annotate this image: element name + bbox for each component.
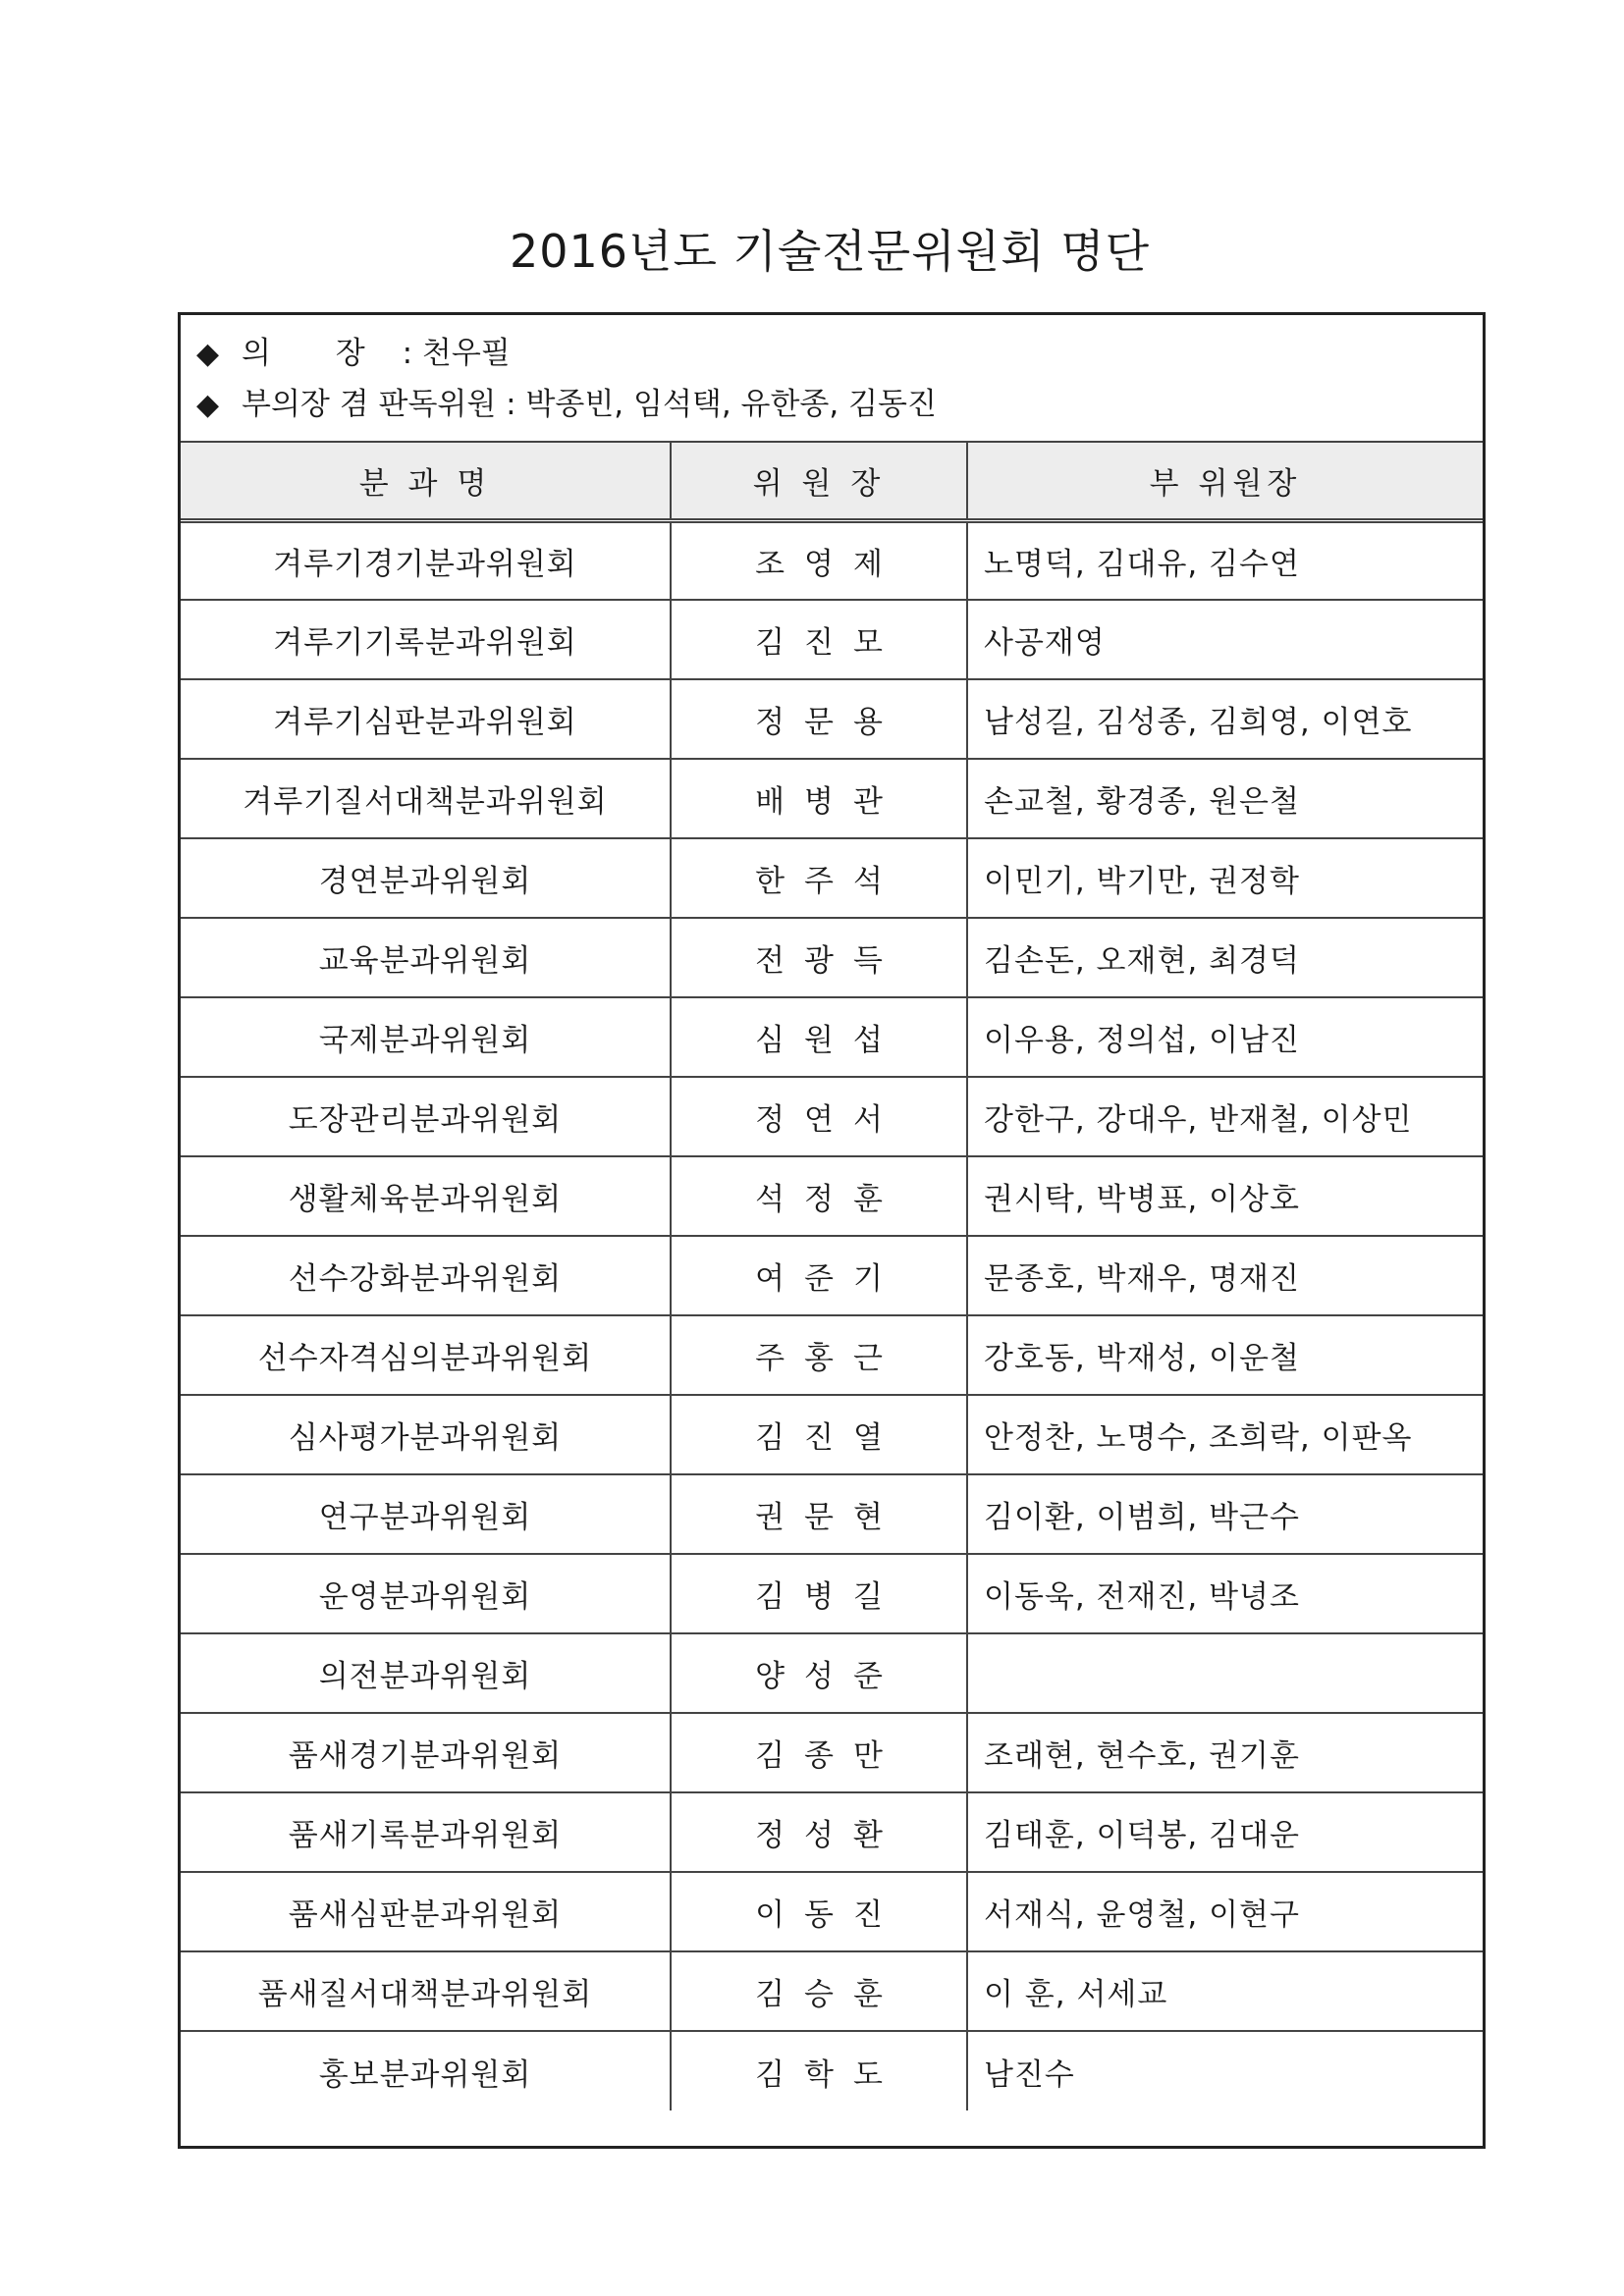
chair-name-cell: 한주석 [671, 838, 967, 918]
chair-name-cell: 주홍근 [671, 1315, 967, 1395]
vice-chair-separator: : [506, 387, 516, 422]
table-row [181, 1236, 1483, 1315]
table-row [181, 1156, 1483, 1236]
vice-chairs-cell: 문종호, 박재우, 명재진 [967, 1236, 1483, 1315]
committee-name: 품새질서대책분과위원회 [181, 1951, 671, 2031]
table-row [181, 2031, 1483, 2110]
table-row [181, 1872, 1483, 1951]
table-row [181, 838, 1483, 918]
vice-chairs-cell: 김태훈, 이덕봉, 김대운 [967, 1792, 1483, 1872]
vice-chairs-cell: 사공재영 [967, 600, 1483, 679]
committee-name: 겨루기질서대책분과위원회 [181, 759, 671, 838]
chair-name-cell: 김진열 [671, 1395, 967, 1474]
document-title: 2016년도 기술전문위원회 명단 [509, 225, 1151, 278]
table-row [181, 1951, 1483, 2031]
chair-name-cell: 정연서 [671, 1077, 967, 1156]
table-row [181, 520, 1483, 600]
vice-chairs-cell: 강한구, 강대우, 반재철, 이상민 [967, 1077, 1483, 1156]
vice-chairs-cell: 노명덕, 김대유, 김수연 [967, 520, 1483, 600]
chair-name-cell: 김학도 [671, 2031, 967, 2110]
committee-name: 품새심판분과위원회 [181, 1872, 671, 1951]
committee-name: 겨루기심판분과위원회 [181, 679, 671, 759]
table-row [181, 600, 1483, 679]
committee-name: 교육분과위원회 [181, 918, 671, 997]
vice-chairs-cell: 손교철, 황경종, 원은철 [967, 759, 1483, 838]
committee-name: 품새기록분과위원회 [181, 1792, 671, 1872]
chair-name-cell: 김병길 [671, 1554, 967, 1633]
chair-line [196, 331, 511, 376]
vice-chairs-cell: 남성길, 김성종, 김희영, 이연호 [967, 679, 1483, 759]
vice-chairs-cell: 강호동, 박재성, 이운철 [967, 1315, 1483, 1395]
chair-name-cell: 심원섭 [671, 997, 967, 1077]
officers-section [181, 315, 1483, 441]
committee-name: 겨루기기록분과위원회 [181, 600, 671, 679]
table-row [181, 1633, 1483, 1713]
committee-table [181, 441, 1483, 2110]
vice-chairs-cell: 김이환, 이범희, 박근수 [967, 1474, 1483, 1554]
chair-label: 의 장 [242, 336, 393, 371]
vice-chairs-cell: 조래현, 현수호, 권기훈 [967, 1713, 1483, 1792]
chair-name-cell: 조영제 [671, 520, 967, 600]
table-row [181, 1474, 1483, 1554]
vice-chairs-cell: 안정찬, 노명수, 조희락, 이판옥 [967, 1395, 1483, 1474]
vice-chairs-cell: 김손돈, 오재현, 최경덕 [967, 918, 1483, 997]
table-row [181, 1315, 1483, 1395]
table-row [181, 1395, 1483, 1474]
committee-name: 선수자격심의분과위원회 [181, 1315, 671, 1395]
header-chair: 위 원 장 [671, 442, 967, 520]
vice-chairs-cell: 서재식, 윤영철, 이현구 [967, 1872, 1483, 1951]
vice-chairs-cell: 이우용, 정의섭, 이남진 [967, 997, 1483, 1077]
vice-chairs-cell: 이 훈, 서세교 [967, 1951, 1483, 2031]
table-row [181, 1554, 1483, 1633]
vice-chairs-cell [967, 1633, 1483, 1713]
chair-name-cell: 석정훈 [671, 1156, 967, 1236]
chair-name-cell: 김진모 [671, 600, 967, 679]
chair-name-cell: 김종만 [671, 1713, 967, 1792]
vice-chair-names: 박종빈, 임석택, 유한종, 김동진 [525, 387, 937, 422]
committee-name: 생활체육분과위원회 [181, 1156, 671, 1236]
header-vice-chair: 부 위원장 [967, 442, 1483, 520]
vice-chairs-cell: 이민기, 박기만, 권정학 [967, 838, 1483, 918]
committee-name: 심사평가분과위원회 [181, 1395, 671, 1474]
chair-separator: : [402, 336, 413, 371]
committee-name: 겨루기경기분과위원회 [181, 520, 671, 600]
roster-frame [178, 312, 1486, 2149]
committee-name: 품새경기분과위원회 [181, 1713, 671, 1792]
committee-name: 홍보분과위원회 [181, 2031, 671, 2110]
chair-name-cell: 정문용 [671, 679, 967, 759]
chair-name-cell: 정성환 [671, 1792, 967, 1872]
chair-name-cell: 김승훈 [671, 1951, 967, 2031]
committee-name: 선수강화분과위원회 [181, 1236, 671, 1315]
vice-chair-label: 부의장 겸 판독위원 [242, 387, 497, 422]
chair-name-cell: 이동진 [671, 1872, 967, 1951]
vice-chairs-cell: 권시탁, 박병표, 이상호 [967, 1156, 1483, 1236]
committee-name: 연구분과위원회 [181, 1474, 671, 1554]
chair-name-cell: 배병관 [671, 759, 967, 838]
committee-name: 도장관리분과위원회 [181, 1077, 671, 1156]
table-row [181, 759, 1483, 838]
committee-name: 국제분과위원회 [181, 997, 671, 1077]
diamond-bullet-icon: ◆ [196, 388, 220, 422]
chair-name-cell: 전광득 [671, 918, 967, 997]
diamond-bullet-icon: ◆ [196, 337, 220, 371]
table-row [181, 1713, 1483, 1792]
chair-name-cell: 권문현 [671, 1474, 967, 1554]
header-committee: 분 과 명 [181, 442, 671, 520]
chair-name-cell: 여준기 [671, 1236, 967, 1315]
committee-name: 운영분과위원회 [181, 1554, 671, 1633]
vice-chairs-cell: 이동욱, 전재진, 박녕조 [967, 1554, 1483, 1633]
table-row [181, 679, 1483, 759]
table-row [181, 997, 1483, 1077]
chair-name-cell: 양성준 [671, 1633, 967, 1713]
committee-name: 의전분과위원회 [181, 1633, 671, 1713]
vice-chair-line [196, 382, 937, 427]
chair-name: 천우필 [421, 336, 511, 371]
table-header-row [181, 442, 1483, 520]
table-row [181, 1077, 1483, 1156]
table-row [181, 1792, 1483, 1872]
table-row [181, 918, 1483, 997]
vice-chairs-cell: 남진수 [967, 2031, 1483, 2110]
committee-name: 경연분과위원회 [181, 838, 671, 918]
